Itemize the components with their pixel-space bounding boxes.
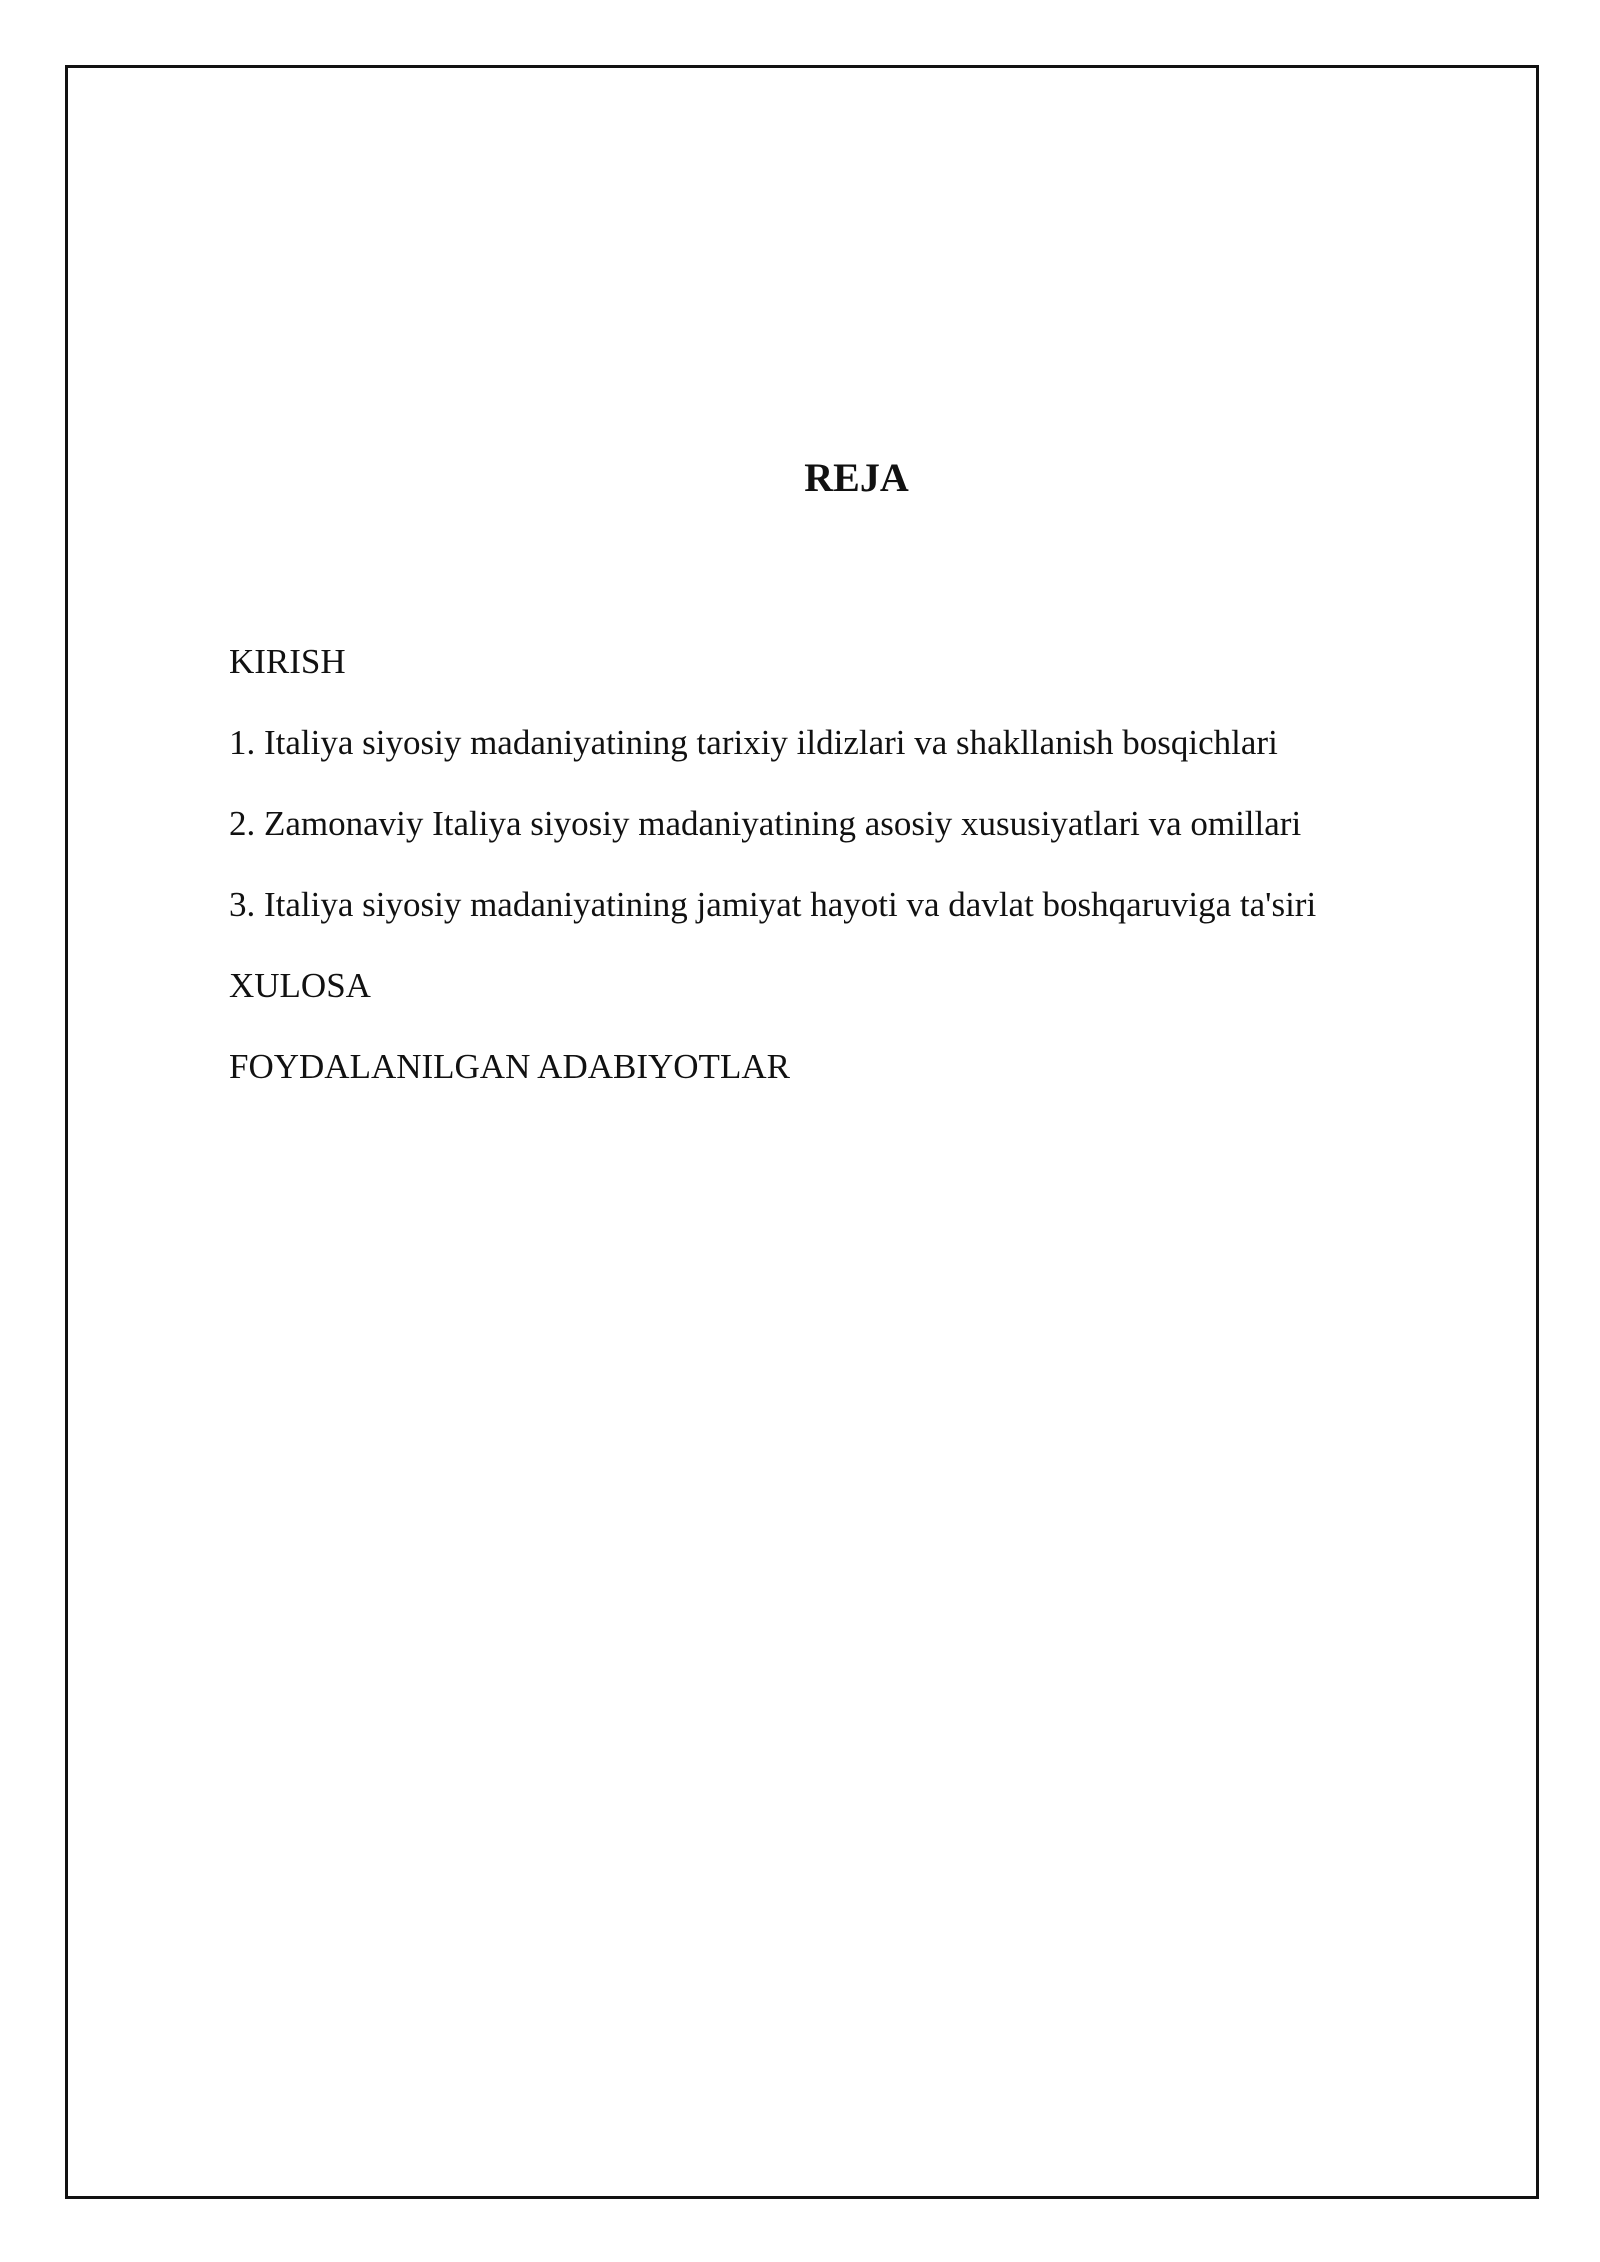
plan-list [229, 640, 1316, 1126]
plan-item-chapter-1: 1. Italiya siyosiy madaniyatining tarixiy ildizlari va shakllanish bosqichlari [229, 723, 1278, 762]
plan-item-chapter-3: 3. Italiya siyosiy madaniyatining jamiyat hayoti va davlat boshqaruviga ta'siri [229, 885, 1317, 924]
plan-item-conclusion: XULOSA [229, 966, 371, 1005]
page-title: REJA [804, 455, 909, 500]
page-border [65, 65, 1539, 2199]
plan-item-references: FOYDALANILGAN ADABIYOTLAR [229, 1047, 790, 1086]
plan-item-introduction: KIRISH [229, 642, 346, 681]
plan-item-chapter-2: 2. Zamonaviy Italiya siyosiy madaniyatining asosiy xususiyatlari va omillari [229, 804, 1302, 843]
